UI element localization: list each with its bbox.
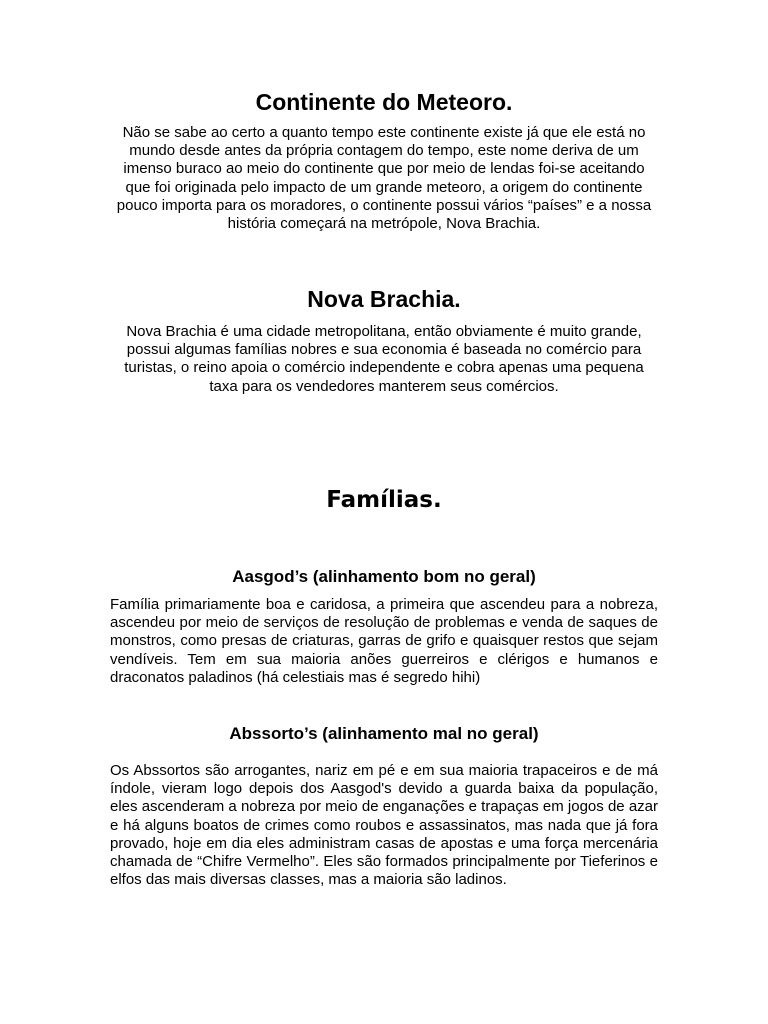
family-title-aasgod: Aasgod’s (alinhamento bom no geral)	[232, 567, 536, 586]
section-body-nova-brachia: Nova Brachia é uma cidade metropolitana, então obviamente é muito grande, possui algumas famílias nobres e sua economia é baseada no comércio para turistas, o reino apoia o comércio independente e cobra apenas uma pequena taxa para os vendedores manterem seus comércios.	[124, 323, 644, 395]
section-body-continente: Não se sabe ao certo a quanto tempo este continente existe já que ele está no mundo desde antes da própria contagem do tempo, este nome deriva de um imenso buraco ao meio do continente que por meio de lendas foi-se aceitando que foi originada pelo impacto de um grande meteoro, a origem do continente pouco importa para os moradores, o continente possui vários “países” e a nossa história começará na metrópole, Nova Brachia.	[116, 124, 652, 233]
family-title-abssorto: Abssorto’s (alinhamento mal no geral)	[229, 724, 539, 743]
family-body-abssorto: Os Abssortos são arrogantes, nariz em pé e em sua maioria trapaceiros e de má índole, vieram logo depois dos Aasgod's devido a guarda baixa da população, eles ascenderam a nobreza por meio de enganações e trapaças em jogos de azar e há alguns boatos de crimes como roubos e assassinatos, mas nada que já fora provado, hoje em dia eles administram casas de apostas e uma força mercenária chamada de “Chifre Vermelho”. Eles são formados principalmente por Tieferinos e elfos das mais diversas classes, mas a maioria são ladinos.	[110, 762, 658, 889]
section-title-continente: Continente do Meteoro.	[255, 89, 513, 115]
section-title-familias: Famílias.	[326, 487, 442, 513]
family-body-aasgod: Família primariamente boa e caridosa, a primeira que ascendeu para a nobreza, ascendeu por meio de serviços de resolução de problemas e venda de saques de monstros, como presas de criaturas, garras de grifo e quaisquer restos que sejam vendíveis. Tem em sua maioria anões guerreiros e clérigos e humanos e draconatos paladinos (há celestiais mas é segredo hihi)	[110, 596, 658, 686]
section-title-nova-brachia: Nova Brachia.	[307, 286, 461, 312]
